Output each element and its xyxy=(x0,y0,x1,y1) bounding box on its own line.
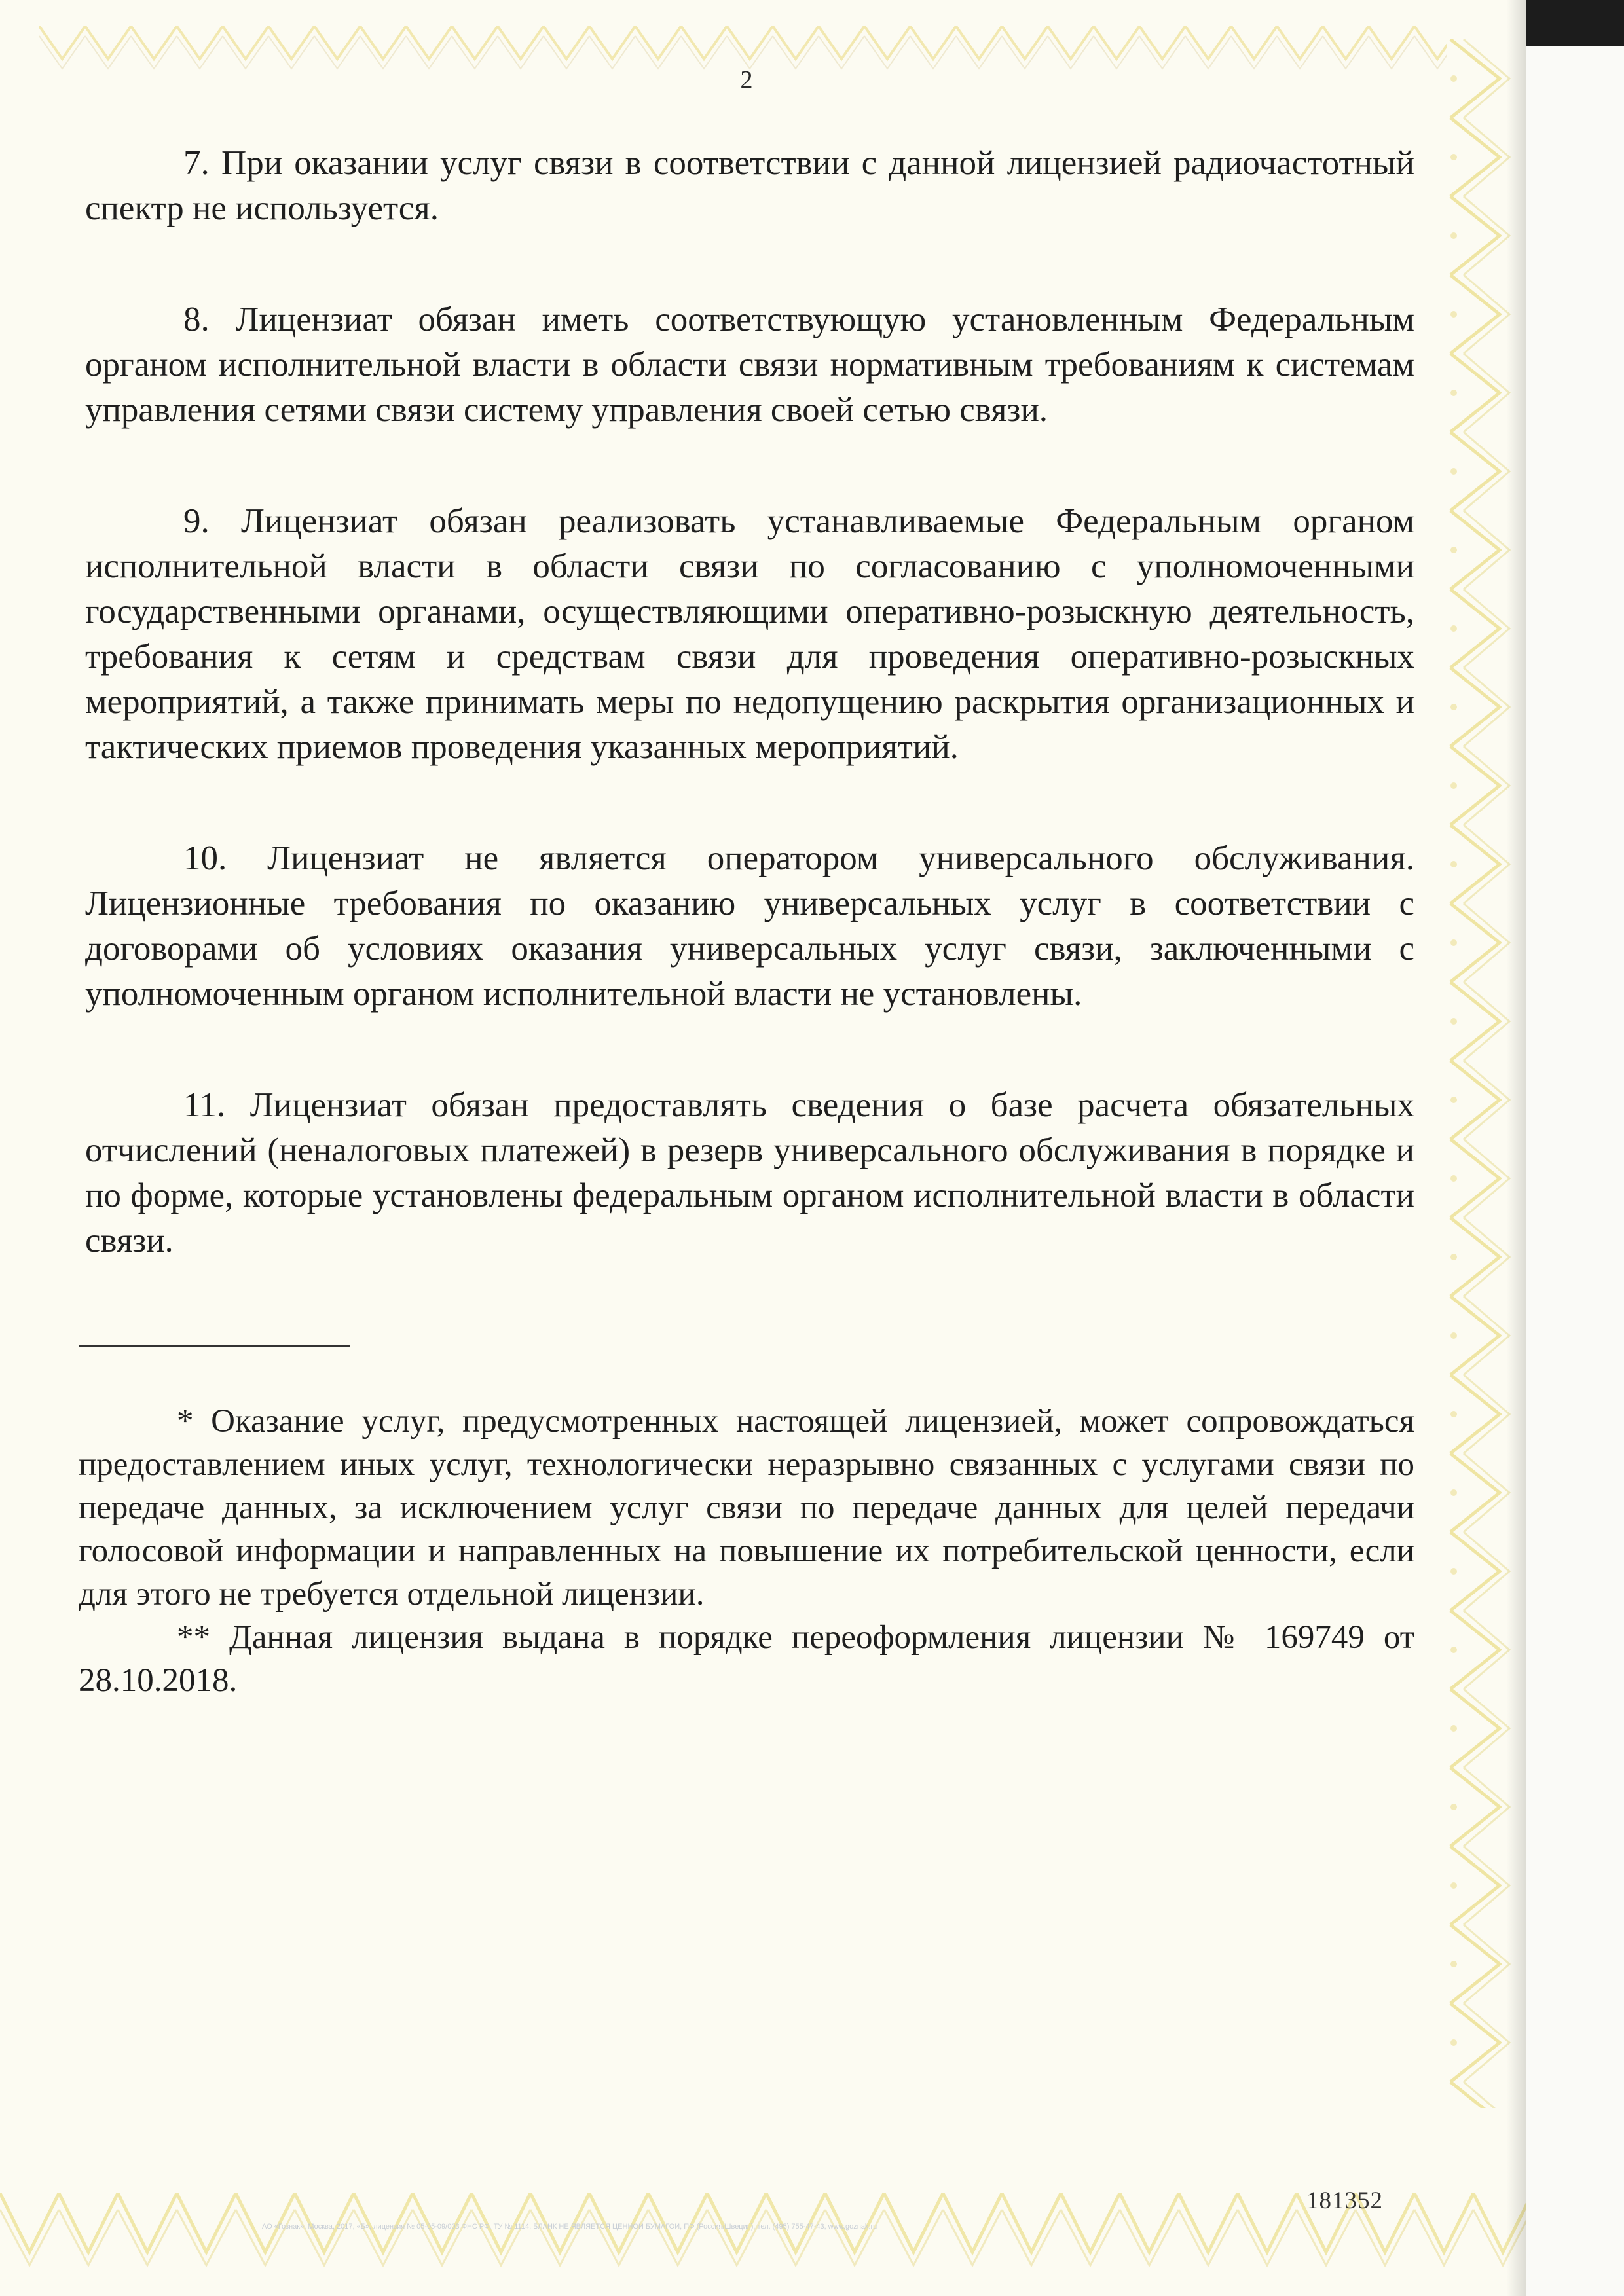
clause-7: 7. При оказании услуг связи в соответствии с данной лицензией радиочастотный спектр не используется. xyxy=(85,144,1414,227)
printer-imprint: АО «Гознак», Москва, 2017, «Б», лицензия № 05-05-09/003 ФНС РФ, ТУ № 1114, БЛАНК НЕ ЯВЛЯЕТСЯ ЦЕННОЙ БУМАГОЙ, ПФ (Россия/Швеция), тел. (495) 755-47-43, www.goznak.ru xyxy=(262,2223,877,2231)
page-edge-shadow xyxy=(1506,0,1526,2296)
clause-11: 11. Лицензиат обязан предоставлять сведения о базе расчета обязательных отчислений (неналоговых платежей) в резерв универсального обслуживания в порядке и по форме, которые установлены федеральным органом исполнительной власти в области связи. xyxy=(85,1086,1414,1260)
license-conditions xyxy=(85,141,1414,1330)
scan-margin xyxy=(1526,0,1624,2296)
footnotes xyxy=(79,1400,1414,1702)
security-border-top xyxy=(39,13,1447,72)
footnote-2: ** Данная лицензия выдана в порядке переоформления лицензии № 169749 от 28.10.2018. xyxy=(79,1619,1414,1699)
clause-9: 9. Лицензиат обязан реализовать устанавливаемые Федеральным органом исполнительной власти в области связи по согласованию с уполномоченными государственными органами, осуществляющими оперативно-розыскную деятельность, требования к сетям и средствам связи для проведения оперативно-розыскных мероприятий, а также принимать меры по недопущению раскрытия организационных и тактических приемов проведения указанных мероприятий. xyxy=(85,502,1414,766)
footnote-divider xyxy=(79,1345,350,1347)
security-border-right xyxy=(1437,39,1513,2108)
form-serial-number: 181352 xyxy=(1306,2187,1383,2214)
clause-10: 10. Лицензиат не является оператором универсального обслуживания. Лицензионные требования по оказанию универсальных услуг в соответствии с договорами об условиях оказания универсальных услуг связи, заключенными с уполномоченным органом исполнительной власти не установлены. xyxy=(85,839,1414,1013)
footnote-1: * Оказание услуг, предусмотренных настоящей лицензией, может сопровождаться предоставлением иных услуг, технологически неразрывно связанных с услугами связи по передаче данных, за исключением услуг связи по передаче данных для целей передачи голосовой информации и направленных на повышение их потребительской ценности, если для этого не требуется отдельной лицензии. xyxy=(79,1403,1414,1613)
scan-edge-shadow xyxy=(1526,0,1624,46)
clause-8: 8. Лицензиат обязан иметь соответствующую установленным Федеральным органом исполнительной власти в области связи нормативным требованиям к системам управления сетями связи систему управления своей сетью связи. xyxy=(85,301,1414,429)
page-number: 2 xyxy=(740,66,753,94)
